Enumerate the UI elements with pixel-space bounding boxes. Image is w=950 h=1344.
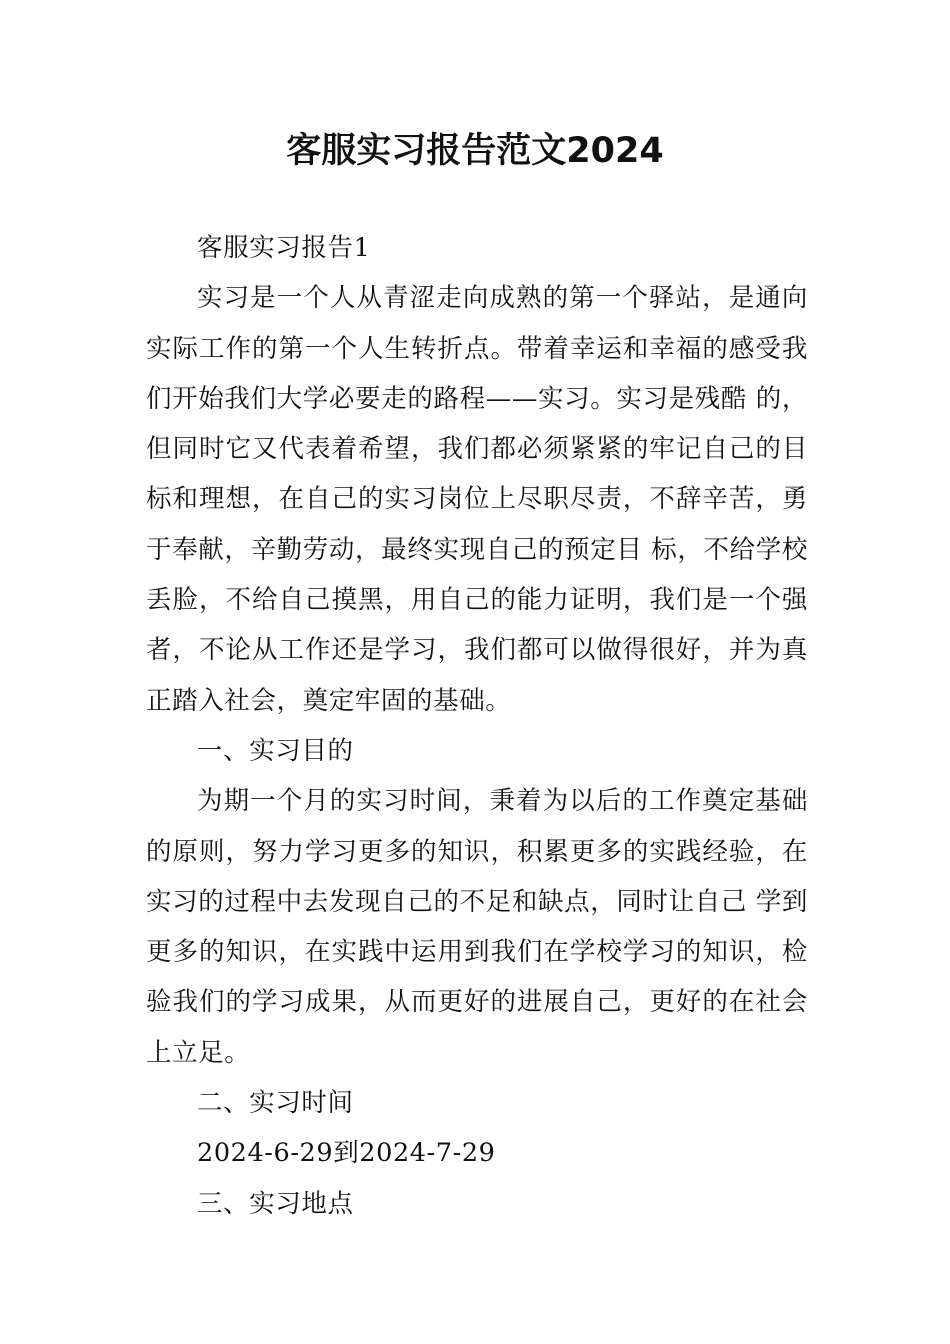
purpose-paragraph: 为期一个月的实习时间，秉着为以后的工作奠定基础的原则，努力学习更多的知识，积累更多的实践经验，在实习的过程中去发现自己的不足和缺点，同时让自己 学到更多的知识，在实践中运用到我们在学校学习的知识，检验我们的学习成果，从而更好的进展自己，更好的在社会上立足。 [146, 786, 808, 1068]
document-title: 客服实习报告范文2024 [286, 131, 664, 171]
intro-paragraph: 实习是一个人从青涩走向成熟的第一个驿站，是通向实际工作的第一个人生转折点。带着幸运和幸福的感受我们开始我们大学必要走的路程——实习。实习是残酷 的，但同时它又代表着希望，我们都必须紧紧的牢记自己的目标和理想，在自己的实习岗位上尽职尽责，不辞辛苦，勇于奉献，辛勤劳动，最终实现自己的预定目 标，不给学校丢脸，不给自己摸黑，用自己的能力证明，我们是一个强者，不论从工作还是学习，我们都可以做得很好，并为真正踏入社会，奠定牢固的基础。 [146, 283, 808, 716]
section-heading-time: 二、实习时间 [197, 1088, 354, 1119]
section-heading-report: 客服实习报告1 [197, 233, 371, 263]
section-heading-location: 三、实习地点 [197, 1188, 354, 1219]
section-heading-purpose: 一、实习目的 [197, 735, 354, 766]
document-body [146, 223, 808, 1229]
internship-dates: 2024-6-29到2024-7-29 [197, 1138, 496, 1169]
